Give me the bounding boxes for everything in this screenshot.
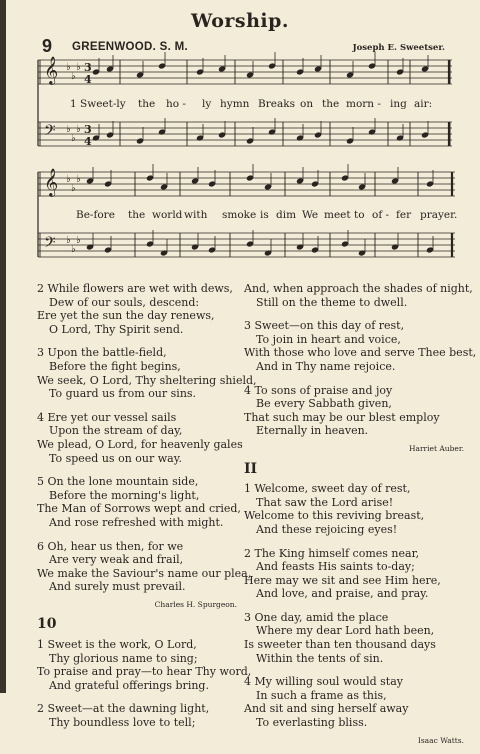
hymn-number: 10: [37, 616, 57, 633]
stanza: [244, 675, 464, 729]
verse-line: 3 Sweet—on this day of rest,: [244, 319, 405, 333]
lyric-syllable: world: [152, 209, 183, 221]
verse-line: And feasts His saints to-day;: [256, 560, 415, 574]
lyric-syllable: to: [354, 209, 365, 221]
hymn-number: 9: [42, 36, 53, 56]
lyric-syllable: hymn: [220, 98, 250, 110]
lyric-syllable: dim: [276, 209, 297, 221]
flat-sign: ♭: [76, 235, 81, 246]
verse-line: Thy glorious name to sing;: [49, 651, 198, 665]
verse-line: O Lord, Thy Spirit send.: [49, 322, 184, 336]
verse-line: 4 Ere yet our vessel sails: [37, 410, 177, 424]
verse-line: Are very weak and frail,: [49, 553, 184, 567]
lyric-syllable: the: [138, 98, 156, 110]
verse-line: In such a frame as this,: [256, 688, 387, 702]
verse-line: 2 Sweet—at the dawning light,: [37, 702, 210, 716]
verse-line: And, when approach the shades of night,: [244, 282, 473, 295]
clef-g: 𝄞: [44, 168, 59, 196]
stanza: [244, 547, 464, 601]
stanza: [37, 282, 237, 336]
attribution: Charles H. Spurgeon.: [154, 599, 237, 609]
clef-f: 𝄢: [44, 122, 56, 143]
stanza: [244, 319, 477, 373]
verse-line: Within the tents of sin.: [256, 651, 384, 665]
verse-line: That saw the Lord arise!: [256, 495, 394, 509]
verse-line: 4 To sons of praise and joy: [244, 383, 393, 397]
clef-g: 𝄞: [44, 56, 59, 84]
verse-line: And rose refreshed with might.: [49, 515, 224, 529]
flat-sign: ♭: [66, 235, 71, 246]
lyric-syllable: ho -: [166, 98, 186, 110]
verse-line: The Man of Sorrows wept and cried,: [37, 502, 241, 516]
flat-sign: ♭: [76, 62, 81, 73]
stanza-continued: [244, 282, 473, 309]
music-score: [0, 0, 480, 280]
verse-line: With those who love and serve Thee best,: [244, 346, 477, 360]
verse-line: And surely must prevail.: [49, 580, 186, 594]
verse-line: 6 Oh, hear us then, for we: [37, 539, 184, 553]
verse-line: Where my dear Lord hath been,: [256, 624, 435, 638]
right-text-column: [244, 282, 477, 754]
verse-line: And sit and sing herself away: [244, 702, 409, 716]
lyric-syllable: Breaks: [258, 98, 295, 110]
flat-sign: ♭: [66, 62, 71, 73]
lyric-syllable: meet: [324, 209, 351, 221]
verse-line: We seek, O Lord, Thy sheltering shield,: [37, 373, 257, 387]
clef-f: 𝄢: [44, 234, 56, 255]
stanza: [244, 384, 464, 438]
stanza: [37, 702, 237, 729]
composer: Joseph E. Sweetser.: [352, 43, 445, 53]
lyric-syllable: Be-fore: [76, 209, 115, 221]
verse-line: To guard us from our sins.: [49, 387, 197, 401]
attribution: Isaac Watts.: [417, 735, 464, 745]
stanza: [37, 346, 257, 401]
lyric-syllable: the: [128, 209, 146, 221]
verse-line: To join in heart and voice,: [256, 332, 401, 346]
verse-line: 1 Welcome, sweet day of rest,: [244, 482, 411, 496]
verse-line: And these rejoicing eyes!: [256, 522, 398, 536]
lyric-syllable: of -: [372, 209, 390, 221]
lyric-syllable: is: [260, 209, 269, 221]
flat-sign: ♭: [71, 244, 76, 255]
hymn-number: II: [244, 460, 258, 477]
verse-line: We plead, O Lord, for heavenly gales: [37, 437, 243, 451]
lyric-syllable: morn -: [346, 98, 381, 110]
flat-sign: ♭: [71, 133, 76, 144]
lyric-syllable: on: [300, 98, 314, 110]
verse-line: Welcome to this reviving breast,: [244, 509, 425, 523]
verse-line: Upon the stream of day,: [49, 424, 183, 438]
flat-sign: ♭: [76, 124, 81, 135]
time-signature: 4: [84, 135, 92, 148]
flat-sign: ♭: [76, 174, 81, 185]
flat-sign: ♭: [71, 71, 76, 82]
verse-line: Be every Sabbath given,: [256, 397, 392, 411]
lyric-syllable: ly: [202, 98, 212, 110]
stanza: [37, 410, 243, 465]
lyric-syllable: the: [322, 98, 340, 110]
attribution: Harriet Auber.: [408, 443, 464, 453]
verse-line: Here may we sit and see Him here,: [244, 573, 441, 587]
stanza: [37, 475, 241, 529]
lyric-syllable: with: [184, 209, 208, 221]
verse-line: To speed us on our way.: [49, 451, 182, 465]
verse-line: 2 While flowers are wet with dews,: [37, 282, 233, 295]
page-title: Worship.: [190, 10, 290, 32]
lyric-syllable: prayer.: [420, 209, 458, 221]
lyric-syllable: fer: [396, 209, 412, 221]
lyric-syllable: We: [302, 209, 319, 221]
flat-sign: ♭: [66, 124, 71, 135]
time-signature: 3: [84, 61, 92, 74]
verse-line: Still on the theme to dwell.: [256, 295, 408, 309]
verse-line: 2 The King himself comes near,: [244, 546, 420, 560]
tune-name: GREENWOOD. S. M.: [72, 41, 188, 53]
verse-line: 3 Upon the battle-field,: [37, 346, 167, 360]
verse-line: Before the morning's light,: [49, 488, 200, 502]
verse-line: Before the fight begins,: [49, 359, 181, 373]
stanza: [244, 611, 464, 665]
lyric-syllable: 1 Sweet-ly: [70, 98, 126, 110]
verse-line: And grateful offerings bring.: [49, 678, 209, 692]
verse-line: To praise and pray—to hear Thy word,: [37, 665, 252, 679]
lyric-syllable: air:: [414, 98, 433, 110]
verse-line: And love, and praise, and pray.: [256, 587, 429, 601]
verse-line: 5 On the lone mountain side,: [37, 475, 199, 489]
flat-sign: ♭: [71, 183, 76, 194]
verse-line: And in Thy name rejoice.: [256, 359, 396, 373]
verse-line: Dew of our souls, descend:: [49, 295, 200, 309]
verse-line: Eternally in heaven.: [256, 424, 369, 438]
verse-line: Thy boundless love to tell;: [49, 716, 196, 730]
stanza: [37, 539, 252, 594]
stanza: [244, 482, 464, 536]
verse-line: That such may be our blest employ: [244, 410, 440, 424]
verse-line: 4 My willing soul would stay: [244, 675, 403, 689]
flat-sign: ♭: [66, 174, 71, 185]
verse-line: 1 Sweet is the work, O Lord,: [37, 638, 197, 652]
verse-line: Ere yet the sun the day renews,: [37, 309, 215, 323]
time-signature: 4: [84, 73, 92, 86]
verse-line: We make the Saviour's name our plea,: [37, 566, 252, 580]
time-signature: 3: [84, 123, 92, 136]
verse-line: 3 One day, amid the place: [244, 610, 389, 624]
stanza: [37, 638, 252, 692]
lyric-syllable: smoke: [222, 209, 257, 221]
verse-line: To everlasting bliss.: [256, 716, 368, 730]
verse-line: Is sweeter than ten thousand days: [244, 638, 436, 652]
lyric-syllable: ing: [390, 98, 407, 110]
